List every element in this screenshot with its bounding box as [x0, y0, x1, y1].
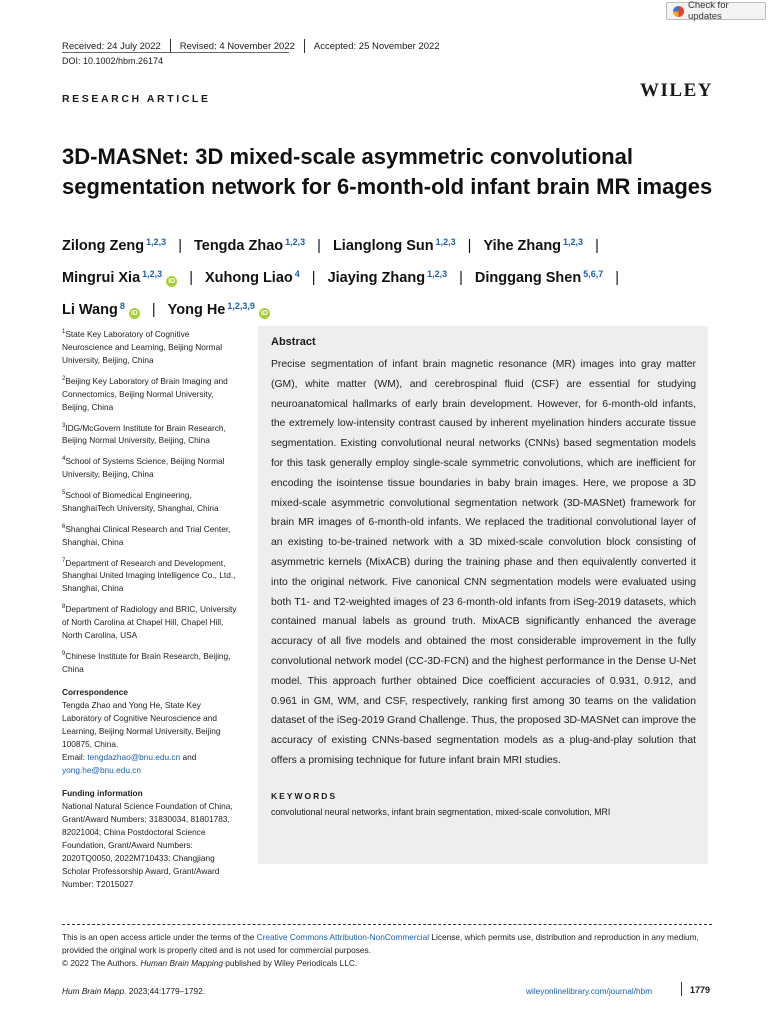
email-link-he[interactable]: yong.he@bnu.edu.cn	[62, 764, 142, 775]
author[interactable]	[168, 302, 270, 318]
affiliation	[62, 521, 242, 549]
affiliation-number: 8	[62, 604, 66, 611]
author-affiliation-sup[interactable]: 1,2,3	[435, 237, 456, 247]
accepted-date: Accepted: 25 November 2022	[313, 40, 440, 52]
revised-date: Revised: 4 November 2022	[179, 40, 295, 52]
affiliation-text: School of Biomedical Engineering, ShanghaiTech University, Shanghai, China	[62, 489, 219, 513]
author-separator: |	[595, 238, 599, 254]
affiliation-number: 7	[62, 557, 66, 564]
author[interactable]	[62, 238, 166, 254]
author-separator: |	[178, 238, 182, 254]
doi[interactable]: DOI: 10.1002/hbm.26174	[62, 56, 164, 66]
affiliation-text: State Key Laboratory of Cognitive Neuroscience and Learning, Beijing Normal University, Beijing, China	[62, 328, 223, 365]
author-name: Lianglong Sun	[332, 238, 434, 254]
author[interactable]	[483, 238, 583, 254]
author-name: Li Wang	[62, 302, 118, 318]
author-name: Mingrui Xia	[62, 270, 141, 286]
author-separator: |	[189, 270, 193, 286]
affiliation-text: School of Systems Science, Beijing Normal University, Beijing, China	[62, 456, 225, 480]
email-link-zhao[interactable]: tengdazhao@bnu.edu.cn	[87, 751, 181, 762]
copyright-post: published by Wiley Periodicals LLC.	[222, 958, 358, 968]
date-divider	[304, 39, 305, 53]
crossmark-icon	[673, 6, 684, 17]
author-name: Yihe Zhang	[483, 238, 562, 254]
publisher-logo: WILEY	[640, 80, 713, 101]
affiliation-text: Shanghai Clinical Research and Trial Center, Shanghai, China	[62, 523, 231, 547]
page-divider	[681, 982, 682, 996]
affiliation-text: Department of Radiology and BRIC, University of North Carolina at Chapel Hill, Chapel Hill, North Carolina, USA	[62, 604, 237, 641]
correspondence-text: Tengda Zhao and Yong He, State Key Laboratory of Cognitive Neuroscience and Learning, Beijing Normal University, Beijing 100875, China.	[62, 699, 221, 749]
author-name: Dinggang Shen	[474, 270, 582, 286]
funding-heading: Funding information	[62, 787, 143, 798]
article-type: RESEARCH ARTICLE	[62, 93, 211, 105]
affiliation-number: 6	[62, 523, 66, 530]
affiliation-text: IDG/McGovern Institute for Brain Research, Beijing Normal University, Beijing, China	[62, 422, 226, 446]
author[interactable]	[205, 270, 300, 286]
journal-reference	[62, 986, 205, 996]
affiliation-number: 4	[62, 456, 66, 463]
check-for-updates-button[interactable]	[666, 2, 766, 20]
author[interactable]	[62, 302, 140, 318]
author-affiliation-sup[interactable]: 1,2,3	[142, 269, 163, 279]
abstract-text: Precise segmentation of infant brain magnetic resonance (MR) images into gray matter (GM), white matter (WM), and cerebrospinal fluid (CSF) are essential for studying neuroanatomical hallmarks of early brain development. However, for 6-month-old infants, the extremely low-intensity contrast caused by inherent myelination hinders accurate tissue segmentation. Existing convolutional neural networks (CNNs) based segmentation models for this task generally employ single-scale symmetric convolutions, which are inefficient for encoding the isointense tissue boundaries in baby brain images. Here, we propose a 3D mixed-scale asymmetric convolutional segmentation network (3D-MASNet) framework for brain MR images of 6-month-old infants. We replaced the traditional convolutional layer of an existing to-be-trained network with a 3D mixed-scale convolution block consisting of asymmetric kernels (MixACB) during the training phase and then equivalently converted it into the original network. Five canonical CNN segmentation models were evaluated using both T1- and T2-weighted images of 23 6-month-old infants from iSeg-2019 datasets, which contained manual labels as ground truth. MixACB significantly enhanced the average accuracy of all five models and obtained the most considerable improvement in the fully convolutional network model (CC-3D-FCN) and the highest performance in the Dense U-Net model. This approach further obtained Dice coefficient accuracies of 0.931, 0.912, and 0.961 in GM, WM, and CSF, respectively, ranking first among 30 teams on the validation dataset of the iSeg-2019 Grand Challenge. Thus, the proposed 3D-MASNet can improve the accuracy of existing CNNs-based segmentation models as a plug-and-play solution that offers a promising technique for future infant brain MRI studies.	[271, 359, 696, 766]
copyright-pre: © 2022 The Authors.	[62, 958, 141, 968]
author-name: Jiaying Zhang	[327, 270, 426, 286]
header-rule	[62, 52, 289, 53]
email-and: and	[180, 751, 197, 762]
license-notice	[62, 931, 714, 970]
email-prefix: Email:	[62, 751, 88, 762]
affiliation-list	[62, 326, 242, 676]
affiliation	[62, 555, 242, 596]
author-separator: |	[311, 270, 316, 286]
author[interactable]	[328, 270, 448, 286]
author-separator: |	[317, 238, 321, 254]
affiliation	[62, 601, 242, 642]
affiliation-text: Beijing Key Laboratory of Brain Imaging and Connectomics, Beijing Normal University, Beijing, China	[62, 375, 228, 412]
footer-divider	[62, 924, 712, 925]
author-name: Xuhong Liao	[204, 270, 293, 286]
left-column	[62, 326, 242, 899]
author[interactable]	[62, 270, 177, 286]
affiliation-number: 2	[62, 375, 66, 382]
affiliation	[62, 648, 242, 676]
affiliation	[62, 420, 242, 448]
funding-text: National Natural Science Foundation of China, Grant/Award Numbers: 31830034, 81801783, 82021004; China Postdoctoral Science Foundation, Grant/Award Numbers: 2020TQ0050, 2022M710433; Changjiang Scholar Professorship Award, Grant/Award Number: T2015027	[62, 800, 233, 889]
journal-site-link[interactable]: wileyonlinelibrary.com/journal/hbm	[526, 986, 653, 996]
license-text-pre: This is an open access article under the terms of the	[62, 932, 257, 942]
correspondence-email	[62, 751, 242, 777]
correspondence-block	[62, 686, 242, 777]
author-affiliation-sup[interactable]: 1,2,3	[285, 237, 306, 247]
article-dates	[62, 39, 440, 53]
received-date: Received: 24 July 2022	[62, 40, 161, 52]
affiliation	[62, 326, 242, 367]
author-affiliation-sup[interactable]: 1,2,3,9	[227, 301, 255, 311]
journal-ref-rest: 2023;44:1779–1792.	[126, 986, 205, 996]
affiliation	[62, 453, 242, 481]
author[interactable]	[333, 238, 456, 254]
funding-block	[62, 787, 242, 891]
affiliation-text: Department of Research and Development, Shanghai United Imaging Intelligence Co., Ltd., Shanghai, China	[62, 557, 236, 594]
author-affiliation-sup[interactable]: 4	[294, 269, 300, 279]
author-list	[62, 228, 742, 324]
author-name: Tengda Zhao	[193, 238, 284, 254]
author-affiliation-sup[interactable]: 1,2,3	[563, 237, 584, 247]
article-title: 3D-MASNet: 3D mixed-scale asymmetric convolutional segmentation network for 6-month-old infant brain MR images	[62, 144, 713, 199]
correspondence-heading: Correspondence	[62, 686, 128, 697]
author-affiliation-sup[interactable]: 1,2,3	[427, 269, 448, 279]
affiliation-number: 3	[62, 422, 66, 429]
license-text-post: License, which permits use, distribution and reproduction in any medium, provided the original work is properly cited and is not used for commercial purposes.	[62, 932, 699, 955]
keywords-text: convolutional neural networks, infant brain segmentation, mixed-scale convolution, MRI	[271, 806, 611, 817]
orcid-icon[interactable]: iD	[130, 310, 138, 317]
affiliation-number: 9	[62, 651, 66, 658]
affiliation	[62, 487, 242, 515]
date-divider	[170, 39, 171, 53]
check-for-updates-label: Check for updates	[687, 0, 729, 22]
author-affiliation-sup[interactable]: 8	[119, 301, 125, 311]
journal-ref-name: Hum Brain Mapp.	[62, 986, 127, 996]
abstract-box	[258, 326, 708, 864]
affiliation-text: Chinese Institute for Brain Research, Beijing, China	[62, 650, 231, 674]
affiliation	[62, 373, 242, 414]
keywords-heading: KEYWORDS	[271, 790, 338, 801]
author[interactable]	[194, 238, 305, 254]
author-affiliation-sup[interactable]: 5,6,7	[583, 269, 604, 279]
author[interactable]	[475, 270, 603, 286]
author-name: Zilong Zeng	[62, 238, 145, 254]
affiliation-number: 5	[62, 490, 66, 497]
author-affiliation-sup[interactable]: 1,2,3	[146, 237, 167, 247]
abstract-heading: Abstract	[271, 336, 316, 348]
page-number: 1779	[690, 985, 711, 995]
author-separator: |	[151, 302, 156, 318]
author-separator: |	[615, 270, 620, 286]
affiliation-number: 1	[62, 329, 66, 335]
author-name: Yong He	[167, 302, 226, 318]
author-separator: |	[459, 270, 463, 286]
copyright-journal: Human Brain Mapping	[140, 958, 223, 968]
orcid-icon[interactable]: iD	[260, 310, 268, 317]
cc-license-link[interactable]: Creative Commons Attribution-NonCommercial	[256, 932, 430, 942]
orcid-icon[interactable]: iD	[168, 278, 176, 285]
author-separator: |	[467, 238, 472, 254]
